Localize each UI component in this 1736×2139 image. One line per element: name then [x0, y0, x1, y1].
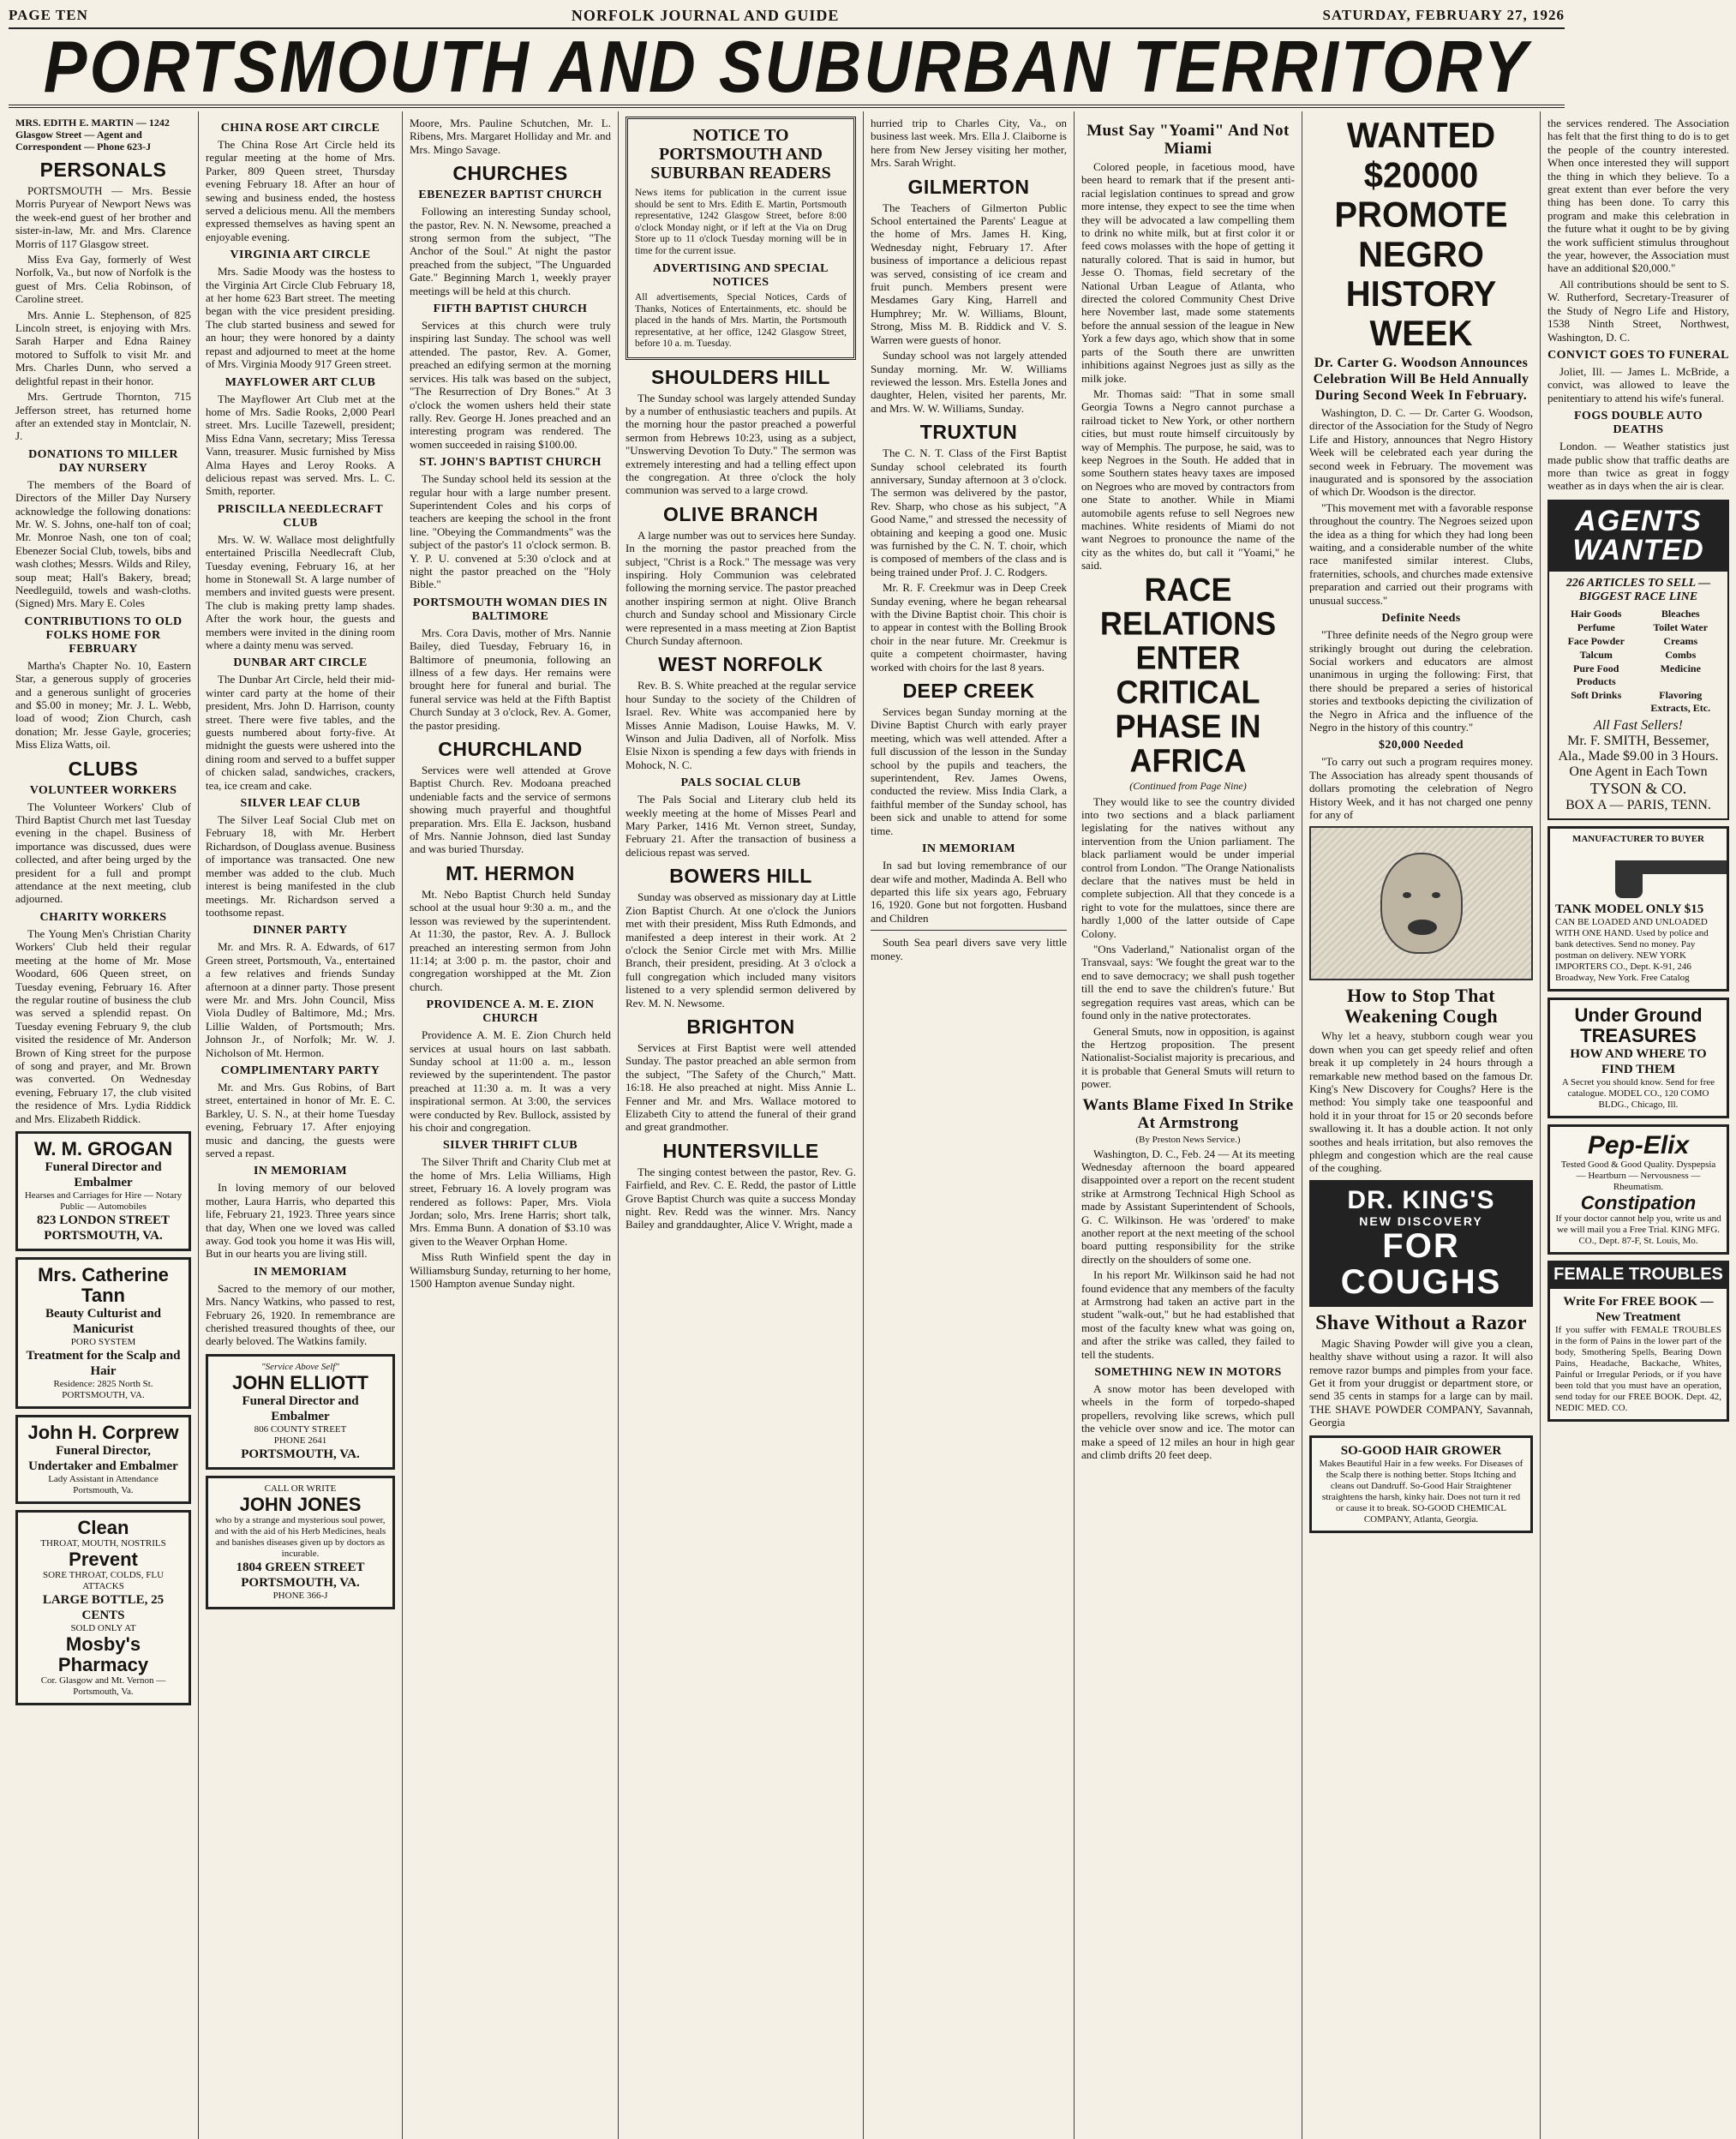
race-relations-text-2: "Ons Vaderland," Nationalist organ of the Transvaal, says: 'We fought the great war to the end to save democracy; we shall push together till the end to save the children's future.' But segregation requires vast areas, which can be found only in the native protectorates. [1081, 943, 1295, 1022]
st-johns-heading: ST. JOHN'S BAPTIST CHURCH [419, 456, 602, 470]
churchland-heading: CHURCHLAND [438, 738, 583, 761]
personal-item: Mrs. Gertrude Thornton, 715 Jefferson street, has returned home after an extended stay in Montclair, N. J. [15, 390, 191, 443]
volunteer-text: The Volunteer Workers' Club of Third Baptist Church met last Tuesday evening in the chapel. Business of importance was discussed, dues were collected, and after being urged by the president for a full and prompt attendance at the next meeting, club adjourned. [15, 800, 191, 906]
razor-heading: Shave Without a Razor [1315, 1311, 1527, 1334]
ad-elliott [206, 1354, 395, 1470]
carryover-text-2: All contributions should be sent to S. W. Rutherford, Secretary-Treasurer of the Study of Negro Life and History, 1538 Ninth Street, Northwest, Washington, D. C. [1547, 277, 1729, 344]
charity-text: The Young Men's Christian Charity Workers' Club held their regular meeting at the home of Mr. Mose Woodard, 606 Queen street, on Tuesday evening, February 16. After the regular routine of business the club was served a splendid repast. On Tuesday evening February 9, the club visited the residence of Mr. Anderson Brown of King street for the purpose of song and prayer, and Mr. Brown was converted. On Wednesday evening, February 17, the club visited the residence of Mrs. Lydia Riddick and Mrs. Elizabeth Riddick. [15, 926, 191, 1125]
issue-date: SATURDAY, FEBRUARY 27, 1926 [1322, 7, 1565, 23]
yoami-text-2: Mr. Thomas said: "That in some small Georgia Towns a Negro cannot purchase a railroad ticket to New York, or other northern cities, but must route himself circuitously by way of Memphis. The purpose, he said, was to keep Negroes in the South. He added that in some Southern states heavy taxes are imposed on Negroes who are moved by contractors from one State to another. While in Miami automobile agents refuse to sell Negroes new machines. White residents of Miami do not want Negroes to pronounce the name of the city as the whites do, but call it "Yoami," he said. [1081, 386, 1295, 572]
ad-mosby-d: SORE THROAT, COLDS, FLU ATTACKS [42, 1569, 165, 1591]
contributions-text: Martha's Chapter No. 10, Eastern Star, a generous supply of groceries and a generous sunlight of groceries and $5.00 in money; Mr. J. L. Webb, load of wood; Zion Church, cash donation; Mr. Jesse Gayle, groceries; Miss Eliza Watts, oil. [15, 658, 191, 752]
olive-branch-text: A large number was out to services here Sunday. In the morning the pastor preached from the subject, "Christ is a Rock." The message was very inspiring. Holy Communion was celebrated following the morning service. The pastor preached another inspiring sermon at night. Olive Branch church and Sunday school and Missionary Circle were represented in a mass meeting at Zion Baptist Church Sunday afternoon. [626, 528, 856, 647]
ad-jones-text: who by a strange and mysterious soul power, and with the aid of his Herb Medicines, heals and banishes diseases given up by doctors as incurable. [214, 1514, 386, 1559]
paper-name: NORFOLK JOURNAL AND GUIDE [571, 6, 840, 24]
gilmerton-text-2: Sunday school was not largely attended Sunday morning. Mr. W. Williams reviewed the lesson. Mrs. Estella Jones and daughter, Helen, visited her parents, Mr. and Mrs. W. W. Williams, Sunday. [871, 349, 1067, 415]
truxtun-text: The C. N. T. Class of the First Baptist Sunday school celebrated its fourth anniversary, Sunday afternoon at 3 o'clock. The sermon was delivered by the pastor, Rev. Sharp, who chose as his subject, "A Good Name," and stressed the necessity of obtaining and keeping a good one. Music was furnished by the C. N. T. choir, which is composed of members of the class and is being trained under Prof. J. C. Rodgers. [871, 446, 1067, 578]
gilmerton-heading: GILMERTON [907, 175, 1030, 198]
deep-creek-heading: DEEP CREEK [902, 680, 1035, 703]
woman-dies-heading: PORTSMOUTH WOMAN DIES IN BALTIMORE [412, 596, 608, 623]
treasure-ad [1547, 998, 1729, 1118]
dr-kings-a: DR. KING'S [1347, 1185, 1495, 1214]
memoriam-heading: IN MEMORIAM [922, 842, 1015, 856]
pep-elix-heading: Pep-Elix [1587, 1130, 1690, 1159]
treasure-text: A Secret you should know. Send for free catalogue. MODEL CO., 120 COMO BLDG., Chicago, Ill. [1561, 1076, 1715, 1110]
mayflower-heading: MAYFLOWER ART CLUB [224, 375, 376, 389]
agents-item: Combs [1665, 648, 1697, 661]
truxtun-text-2: Mr. R. F. Creekmur was in Deep Creek Sunday evening, where he began rehearsal with the Divine Baptist choir. This choir is to appear in contest with the Bolling Brook choir in the near future. Mr. Creekmur is quite a competent choirmaster, having worked with choirs for the last 8 years. [871, 581, 1067, 674]
tail-text: Miss Ruth Winfield spent the day in Williamsburg Sunday, returning to her home, 1500 Hampton avenue Sunday night. [410, 1250, 611, 1291]
agents-items [1554, 608, 1722, 715]
ad-tann-name: Mrs. Catherine Tann [38, 1263, 169, 1306]
ad-elliott-title: Funeral Director and Embalmer [242, 1393, 359, 1423]
dr-kings-b: NEW DISCOVERY [1359, 1213, 1483, 1228]
gun-text: CAN BE LOADED AND UNLOADED WITH ONE HAND. Used by police and bank detectives. Send no money. Pay postman on delivery. NEW YORK IMPORTERS CO., Dept. K-91, 246 Broadway, New York. Free Catalog [1555, 916, 1709, 983]
agents-item: Creams [1663, 634, 1698, 647]
hair-grower-text: Makes Beautiful Hair in a few weeks. For Diseases of the Scalp there is nothing better. Stops Itching and cleans out Dandruff. So-Good Hair Straightener straightens the harsh, kinky hair. Does not turn it red or cause it to break. SO-GOOD CHEMICAL COMPANY, Atlanta, Georgia. [1319, 1458, 1523, 1525]
agents-item: Face Powder [1567, 634, 1625, 647]
section-masthead [9, 26, 1565, 108]
ad-corprew-city: Portsmouth, Va. [73, 1484, 134, 1495]
ad-corprew-name: John H. Corprew [27, 1421, 179, 1443]
convict-heading: CONVICT GOES TO FUNERAL [1547, 348, 1729, 362]
female-troubles-heading: FEMALE TROUBLES [1547, 1261, 1729, 1289]
history-week-text: Washington, D. C. — Dr. Carter G. Woodson, director of the Association for the Study of Negro Life and History, announces that Negro History Week will be celebrated each year during the second week in February. The movement was inaugurated and is sponsored by the association of which Dr. Woodson is the director. [1309, 406, 1533, 499]
armstrong-heading: Wants Blame Fixed In Strike At Armstrong [1082, 1095, 1294, 1132]
ad-tann-city: PORTSMOUTH, VA. [62, 1389, 145, 1400]
dr-kings-c: FOR COUGHS [1340, 1226, 1502, 1301]
ad-mosby-c: Prevent [69, 1548, 138, 1570]
agents-item: Perfume [1577, 620, 1615, 633]
ad-tann [15, 1257, 191, 1409]
agents-item: Medicine [1660, 662, 1701, 674]
ad-corprew-title: Funeral Director, Undertaker and Embalmer [28, 1443, 178, 1473]
brighton-heading: BRIGHTON [686, 1015, 795, 1038]
money-text: "To carry out such a program requires money. The Association has already spent thousands of dollars promoting the celebration of Negro History Week, and it has not charged one penny for any of [1309, 755, 1533, 821]
ad-corprew-line: Lady Assistant in Attendance [48, 1473, 159, 1484]
ad-grogan-name: W. M. GROGAN [33, 1137, 173, 1159]
revolver-icon [1555, 848, 1721, 898]
personal-item: PORTSMOUTH — Mrs. Bessie Morris Puryear of Newport News was the week-end guest of her brother and sister-in-law, Mr. and Mrs. Clarence Morris of 117 Glasgow street. [15, 184, 191, 250]
column-8 [1541, 111, 1736, 2139]
priscilla-text: Mrs. W. W. Wallace most delightfully entertained Priscilla Needlecraft Club, Tuesday evening, February 16, at her home in Stonewall St. A large number of members and invited guests were present. The club is making pretty lamp shades. After the work hour, the guests and members were invited in the dining room where a dainty menu was served. [206, 532, 395, 651]
history-week-subhead: Dr. Carter G. Woodson Announces Celebration Will Be Held Annually During Second Week In February. [1313, 356, 1529, 403]
agents-item: Talcum [1579, 648, 1613, 661]
pep-elix-text: Tested Good & Good Quality. Dyspepsia — Heartburn — Nervousness — Rheumatism. [1560, 1159, 1716, 1192]
ad-elliott-city: PORTSMOUTH, VA. [241, 1447, 360, 1461]
donations-heading: DONATIONS TO MILLER DAY NURSERY [28, 447, 178, 475]
treasure-heading: Under Ground TREASURES [1574, 1004, 1703, 1046]
ebenezer-heading: EBENEZER BAPTIST CHURCH [418, 189, 602, 202]
memoriam-text: In loving memory of our beloved mother, Laura Harris, who departed this life, February 21, 1923. Three years since that day, When one we loved was called away. God took you home it was His will, But in our hearts you are living still. [206, 1181, 395, 1261]
ad-grogan-line: Hearses and Carriages for Hire — Notary Public — Automobiles [24, 1189, 183, 1212]
ad-jones-addr: 1804 GREEN STREET [236, 1560, 365, 1574]
agents-item: Bleaches [1661, 607, 1700, 620]
gilmerton-text: The Teachers of Gilmerton Public School entertained the Parents' League at the home of Mrs. James H. King, Wednesday night, February 17. After business of importance a delicious repast was served, consisting of ice cream and fruit punch. Members present were Mesdames Gary King, Harrell and Humphrey; Mr. W. Williams, Blount, Strong, Miss M. B. Riddick and V. S. Warren were guests of honor. [871, 201, 1067, 346]
ad-jones-city: PORTSMOUTH, VA. [241, 1575, 360, 1590]
cough-ad-illustration [1309, 826, 1533, 980]
column-1 [9, 111, 199, 2139]
ad-corprew [15, 1415, 191, 1504]
race-relations-text: They would like to see the country divided into two sections and a black parliament legislating for the natives without any intervention from the Union parliament. The black parliament would be under imperial control from London. "The Orange Nationalists declare that the natives must be held in complete subjection. All that they concede is a right to vote for the mulattoes, since there are hardly 1,000 of the latter outside of Cape Colony. [1081, 794, 1295, 940]
treasure-sub: HOW AND WHERE TO FIND THEM [1570, 1046, 1707, 1076]
ad-tann-title: Beauty Culturist and Manicurist [45, 1306, 162, 1336]
pep-elix-ad [1547, 1124, 1729, 1255]
west-norfolk-text: Rev. B. S. White preached at the regular service hour Sunday to the society of the Children of Israel. Rev. White was accompanied here by Misses Annie Madison, Louise Hawks, M. V. Winson and Julia Dadiven, all of Norfolk. Miss Elsie Nixon is spending a few days with friends in Mohock, N. C. [626, 679, 856, 771]
notice-box [626, 117, 856, 360]
agents-sub: 226 ARTICLES TO SELL — BIGGEST RACE LINE [1565, 576, 1711, 603]
motors-heading: SOMETHING NEW IN MOTORS [1094, 1366, 1282, 1380]
divider [871, 930, 1067, 931]
volunteer-heading: VOLUNTEER WORKERS [29, 783, 177, 797]
history-week-heading: WANTED $20000 PROMOTE NEGRO HISTORY WEEK [1334, 116, 1508, 354]
hair-grower-ad [1309, 1435, 1533, 1533]
fifth-baptist-heading: FIFTH BAPTIST CHURCH [433, 303, 588, 316]
memoriam-text: In sad but loving remembrance of our dear wife and mother, Madinda A. Bell who departed this life six years ago, February 16, 1920. Gone but not forgotten. Husband and Children [871, 859, 1067, 925]
dinner-heading: DINNER PARTY [253, 924, 348, 938]
hair-grower-heading: SO-GOOD HAIR GROWER [1340, 1443, 1502, 1458]
virginia-text: Mrs. Sadie Moody was the hostess to the Virginia Art Circle Club February 18, at her home 623 Bart street. The meeting began with the vice president presiding. The club started business and sewed for an hour; they were honored by a dainty repast and adjourned to meet at the home of Mrs. Virginia Moody 917 Green street. [206, 265, 395, 371]
column-5 [864, 111, 1075, 2139]
ad-jones-top: CALL OR WRITE [264, 1483, 337, 1494]
race-relations-heading: RACE RELATIONS ENTER CRITICAL PHASE IN AFRICA [1099, 570, 1277, 779]
money-heading: $20,000 Needed [1379, 739, 1464, 752]
woman-dies-text: Mrs. Cora Davis, mother of Mrs. Nannie Bailey, died Tuesday, February 16, in Baltimore of pneumonia, following an illness of a few days. Her remains were brought here for funeral and burial. The funeral service was held at the Fifth Baptist Church Sunday at 3 o'clock, Rev. A. Gomer, the pastor presiding. [410, 626, 611, 732]
correspondent-byline: MRS. EDITH E. MARTIN — 1242 Glasgow Street — Agent and Correspondent — Phone 623-J [15, 117, 170, 153]
column-2 [199, 111, 403, 2139]
ad-mosby-e: LARGE BOTTLE, 25 CENTS [42, 1592, 165, 1622]
ad-mosby-b: THROAT, MOUTH, NOSTRILS [40, 1537, 166, 1549]
continued-note: (Continued from Page Nine) [1129, 779, 1247, 792]
ebenezer-text: Following an interesting Sunday school, the pastor, Rev. N. N. Newsome, preached a strong sermon from the subject, "The Anchor of the Soul." At night the pastor preached from the subject, "The Unguarded Gate." Beginning March 1, weekly prayer meetings will be held at this church. [410, 205, 611, 297]
churches-heading: CHURCHES [452, 162, 568, 185]
brighton-text: Services at First Baptist were well attended Sunday. The pastor preached an able sermon from the subject, "The Safety of the Church," Matt. 16:18. He also preached at night. Miss Annie L. Fenner and Mr. and Mrs. Wallace motored to Elizabeth City to attend the funeral of their grand and great grandmother. [626, 1040, 856, 1134]
ad-elliott-phone: PHONE 2641 [273, 1435, 327, 1446]
churchland-text: Services were well attended at Grove Baptist Church. Rev. Modoana preached undeniable facts and the service of sermons showing much prayerful and thoughtful preparation. Mrs. Ella E. Jackson, husband of Mrs. Nannie Johnson, died last Sunday and was buried Thursday. [410, 764, 611, 856]
dunbar-heading: DUNBAR ART CIRCLE [233, 656, 368, 670]
armstrong-text: Washington, D. C., Feb. 24 — At its meeting Wednesday afternoon the board appeared disappointed over a report on the recent student strike at Armstrong Technical High School as made by Assistant Superintendent of Schools, G. C. Wilkinson. He was 'ordered' to make another report at the next meeting of the school board putting responsibility for the strike directly on the shoulders of some one. [1081, 1147, 1295, 1266]
carryover-text: the services rendered. The Association has felt that the first thing to do is to get the people of the country interested. When once interested they will support the thing in which they believe. To a great extent than ever before the very thing has been done. To carry this program and make this celebration in the future what it ought to be by giving the work sufficient stimulus throughout the year, however, the Association must have an additional $20,000." [1547, 117, 1729, 275]
donations-text: The members of the Board of Directors of the Miller Day Nursery acknowledge the following donations: Mr. W. S. Johns, one-half ton of coal; Mr. Monroe Nash, one ton of coal; Ebenezer Social Club, towels, bibs and wash clothes; Messrs. Wilds and Riley, soup meat; Hall's Bakery, bread; Needleguild, towels and wash-cloths. (Signed) Mrs. Mary E. Coles [15, 477, 191, 610]
ad-elliott-name: JOHN ELLIOTT [232, 1371, 368, 1393]
priscilla-heading: PRISCILLA NEEDLECRAFT CLUB [217, 502, 384, 530]
ad-tann-line: Treatment for the Scalp and Hair [26, 1348, 181, 1378]
ad-grogan-title: Funeral Director and Embalmer [45, 1159, 162, 1189]
shoulders-hill-heading: SHOULDERS HILL [651, 365, 830, 388]
dr-kings-ad [1309, 1180, 1533, 1307]
armstrong-text-2: In his report Mr. Wilkinson said he had not found evidence that any members of the faculty at Armstrong had taken an active part in the student "walk-out," but he had established that most of the faculty knew what was going on, and after the strike was called, they failed to tell the students. [1081, 1268, 1295, 1361]
ad-mosby-h: Cor. Glasgow and Mt. Vernon — Portsmouth, Va. [40, 1675, 166, 1697]
providence-text: Providence A. M. E. Zion Church held services at usual hours on last sabbath. Sunday school at 11:00 a. m., lesson reviewed by the superintendent. The pastor preached at 11:30 a. m. It was a very inspirational sermon. At 3:00, the services were conducted by Rev. Bullock, assisted by his choir and congregation. [410, 1028, 611, 1134]
agents-line: Mr. F. SMITH, Bessemer, Ala., Made $9.00 in 3 Hours. One Agent in Each Town [1558, 733, 1719, 779]
huntersville-heading: HUNTERSVILLE [662, 1139, 819, 1162]
carryover-text: Moore, Mrs. Pauline Schutchen, Mr. L. Ribens, Mrs. Margaret Holliday and Mr. and Mrs. Mingo Savage. [410, 117, 611, 156]
st-johns-text: The Sunday school held its session at the regular hour with a large number present. Superintendent Coles and his corps of teachers are keeping the school in the front line. "Obeying the Commandments" was the subject of the pastor's 11 o'clock sermon. B. Y. P. U. convened at 5:30 o'clock and at night the pastor preached on the "Holy Bible." [410, 472, 611, 591]
needs-heading: Definite Needs [1381, 612, 1461, 626]
column-7 [1302, 111, 1541, 2139]
ad-tann-system: PORO SYSTEM [70, 1336, 136, 1347]
notice-heading: NOTICE TO PORTSMOUTH AND SUBURBAN READERS [650, 126, 831, 183]
fogs-text: London. — Weather statistics just made public show that traffic deaths are more than twice as great in foggy weather as in days when the air is clear. [1547, 440, 1729, 493]
section-title: PORTSMOUTH AND SUBURBAN TERRITORY [43, 26, 1530, 108]
ad-jones-name: JOHN JONES [239, 1493, 362, 1515]
truxtun-heading: TRUXTUN [919, 421, 1018, 444]
silver-thrift-text: The Silver Thrift and Charity Club met at the home of Mrs. Lelia Williams, High street, February 16. A lovely program was rendered as follows: Paper, Mrs. Viola Jordan; solo, Mrs. Irene Harris; short talk, Mrs. Emma Bunn. A donation of $3.10 was given to the Weaver Orphan Home. [410, 1155, 611, 1248]
notice-text: News items for publication in the current issue should be sent to Mrs. Edith E. Martin, Portsmouth representative, 1242 Glasgow Street, before 8:00 o'clock Monday night, or if left at the Via on Drug Store up to 11 o'clock Tuesday morning will be in time for the current issue. [635, 188, 847, 256]
personal-item: Mrs. Annie L. Stephenson, of 825 Lincoln street, is enjoying with Mrs. Sarah Harper and Edna Rainey motored to Suffolk to visit Mr. and Mrs. Charles Dunn, who served a delightful repast in their honor. [15, 308, 191, 387]
razor-text: Magic Shaving Powder will give you a clean, healthy shave without using a razor. It will also remove razor bumps and pimples from your face. Get it from your druggist or department store, or send 35 cents in stamps for a large can by mail. THE SHAVE POWDER COMPANY, Savannah, Georgia [1309, 1336, 1533, 1429]
shoulders-hill-text: The Sunday school was largely attended Sunday by a number of enthusiastic teachers and pupils. At the morning hour the pastor preached a powerful sermon from Hebrews 10:23, using as a subject, "Unswerving Devotion To Duty." The sermon was extremely interesting and had a telling effect upon the congregation. At three o'clock the holy communion was served to a large crowd. [626, 391, 856, 497]
agents-ad [1547, 572, 1729, 820]
ad-grogan [15, 1131, 191, 1251]
motors-text: A snow motor has been developed with wheels in the form of torpedo-shaped propellers, revolving like screws, which pull the vehicle over snow and ice. The motor can make a speed of 12 miles an hour in high gear and climb drifts 20 feet deep. [1081, 1382, 1295, 1462]
convict-text: Joliet, Ill. — James L. McBride, a convict, was allowed to leave the penitentiary to attend his wife's funeral. [1547, 364, 1729, 404]
man-coughing-icon [1380, 853, 1463, 954]
ad-mosby-a: Clean [77, 1516, 129, 1538]
silver-heading: SILVER LEAF CLUB [240, 797, 361, 811]
column-3 [403, 111, 619, 2139]
providence-heading: PROVIDENCE A. M. E. ZION CHURCH [426, 998, 595, 1026]
ad-grogan-city: PORTSMOUTH, VA. [44, 1228, 163, 1243]
china-heading: CHINA ROSE ART CIRCLE [220, 122, 380, 135]
agents-wanted-banner: AGENTS WANTED [1547, 500, 1729, 572]
fogs-heading: FOGS DOUBLE AUTO DEATHS [1573, 410, 1703, 437]
yoami-heading: Must Say "Yoami" And Not Miami [1086, 122, 1290, 158]
gun-ad [1547, 826, 1729, 992]
ad-tann-addr: Residence: 2825 North St. [53, 1378, 153, 1389]
agents-item: Pure Food Products [1573, 662, 1619, 687]
ad-jones-phone: PHONE 366-J [272, 1590, 328, 1601]
race-relations-text-3: General Smuts, now in opposition, is against the Hertzog proposition. The present Nationalist-Socialist majority is precarious, and it is probable that General Smuts will return to power. [1081, 1024, 1295, 1091]
huntersville-text: The singing contest between the pastor, Rev. G. Fairfield, and Rev. C. E. Redd, the pastor of Little Grove Baptist Church was quite a success Monday night. Rev. Redd was the winner. Mrs. Nancy Bailey and granddaughter, Alice V. Wright, made a [626, 1165, 856, 1231]
silver-thrift-heading: SILVER THRIFT CLUB [442, 1139, 578, 1153]
yoami-text: Colored people, in facetious mood, have been heard to remark that if the present anti-racial legislation continues to spread and grow more intense, they expect to see the time when they will be advocated a law compelling them to drink no white milk, but at first color it or feed cows molasses with the hope of getting it naturally colored. That is said in humor, but Jesse O. Thomas, field secretary of the National Urban League of Atlanta, who directed the colored Community Chest Drive here November last, made some statements before the annual session of the league in New York a few days ago, which show that in some parts of the South there are unwritten inhibitions against Negroes just as silly as the milk joke. [1081, 160, 1295, 385]
agents-item: Soft Drinks [1571, 688, 1622, 701]
agents-company: TYSON & CO. [1589, 779, 1687, 797]
west-norfolk-heading: WEST NORFOLK [658, 653, 823, 676]
complimentary-text: Mr. and Mrs. Gus Robins, of Bart street, entertained in honor of Mr. E. C. Barkley, U. S. N., at their home Tuesday evening, February 17. After enjoying music and dancing, the guests were served a repast. [206, 1080, 395, 1159]
ad-elliott-addr: 806 COUNTY STREET [254, 1423, 347, 1435]
bowers-hill-heading: BOWERS HILL [669, 865, 812, 888]
cough-heading: How to Stop That Weakening Cough [1344, 985, 1498, 1028]
ad-grogan-addr: 823 LONDON STREET [36, 1213, 171, 1227]
ad-mosby-g: Mosby's Pharmacy [57, 1633, 149, 1675]
female-troubles-sub: Write For FREE BOOK — New Treatment [1563, 1294, 1714, 1324]
personal-item: Miss Eva Gay, formerly of West Norfolk, Va., but now of Norfolk is the guest of Mrs. Celia Robinson, of Caroline street. [15, 253, 191, 306]
armstrong-byline: (By Preston News Service.) [1135, 1134, 1241, 1145]
memoriam-heading: IN MEMORIAM [254, 1265, 347, 1279]
olive-branch-heading: OLIVE BRANCH [662, 502, 819, 525]
pals-text: The Pals Social and Literary club held its weekly meeting at the home of Misses Pearl and Mary Parker, 1416 Mt. Vernon street, Sunday, February 21. After the transaction of business a delicious repast was served. [626, 793, 856, 859]
charity-heading: CHARITY WORKERS [39, 910, 167, 924]
filler-text: South Sea pearl divers save very little money. [871, 936, 1067, 962]
deep-creek-text: Services began Sunday morning at the Divine Baptist Church with early prayer meeting, which was well attended. After a full discussion of the lesson in the Sunday school by the pupils and teachers, the superintendent, Rev. James Owens, conducted the review. Miss India Clark, a faithful member of the Sunday school, has been sick and unable to attend for some time. [871, 705, 1067, 837]
columns [9, 111, 1729, 2139]
notice-heading-2: ADVERTISING AND SPECIAL NOTICES [653, 262, 829, 289]
personals-heading: PERSONALS [39, 159, 167, 181]
column-6 [1075, 111, 1302, 2139]
column-4 [619, 111, 864, 2139]
fifth-baptist-text: Services at this church were truly inspiring last Sunday. The school was well attended. The pastor, Rev. A. Gomer, preached an edifying sermon at the morning services. His talk was based on the subject, "The Resurrection of Dry Bones." At 3 o'clock the women ushers held their state rally. Rev. George H. Jones preached and an interesting program was rendered. The women succeeded in raising $100.00. [410, 319, 611, 451]
agents-tag: All Fast Sellers! [1594, 717, 1683, 733]
china-text: The China Rose Art Circle held its regular meeting at the home of Mrs. Parker, 809 Queen street, Thursday evening February 18. After an hour of sewing and business ended, the hostess served a delicious menu. All the members expressed themselves as having spent an enjoyable evening. [206, 138, 395, 243]
ad-elliott-slogan: "Service Above Self" [261, 1361, 339, 1372]
agents-item: Flavoring Extracts, Etc. [1650, 688, 1711, 714]
agents-address: BOX A — PARIS, TENN. [1565, 797, 1711, 812]
female-troubles-text: If you suffer with FEMALE TROUBLES in the form of Pains in the lower part of the body, Smothering Spells, Bearing Down Pains, Headache, Backache, Whites, Painful or Irregular Periods, or if you have been told that you must have an operation, send today for our FREE BOOK. Dept. 42, NEDIC MED. CO. [1555, 1324, 1721, 1413]
notice-text-2: All advertisements, Special Notices, Cards of Thanks, Notices of Entertainments, etc. should be placed in the hands of Mrs. Martin, the Portsmouth representative, at her office, 1242 Glasgow Street, before 10 a. m. Tuesday. [635, 292, 847, 349]
needs-text: "Three definite needs of the Negro group were strikingly brought out during the celebration. Social workers and educators are almost unanimous in urging the following: First, that there should be prepared a series of historical stories and textbooks depicting the civilization of the Negro in Africa and the influence of the Negro in the history of this country." [1309, 628, 1533, 734]
virginia-heading: VIRGINIA ART CIRCLE [230, 249, 371, 262]
agents-item: Toilet Water [1653, 620, 1709, 633]
complimentary-heading: COMPLIMENTARY PARTY [220, 1064, 380, 1077]
page-number: PAGE TEN [9, 7, 88, 23]
dinner-text: Mr. and Mrs. R. A. Edwards, of 617 Green street, Portsmouth, Va., entertained a few relatives and friends Sunday afternoon at a dinner party. Those present were Mr. and Mrs. John Council, Miss Viola Dudley of Baltimore, Md.; Mrs. Lillie Walden, of Portsmouth; Mrs. Johnson Jr., of Norfolk; Mr. W. J. Nicholson of Mt. Hermon. [206, 940, 395, 1059]
history-week-text-2: "This movement met with a favorable response throughout the country. The Negroes seized upon the idea as a thing for which they had long been waiting, and a considerable number of the white race manifested similar interest. Clubs, fraternities, schools, and churches made extensive preparation and carried out their programs with unusual success." [1309, 500, 1533, 607]
agents-item: Hair Goods [1571, 607, 1622, 620]
memoriam-text: Sacred to the memory of our mother, Mrs. Nancy Watkins, who passed to rest, February 26, 1920. In remembrance are cherished treasured thoughts of thee, our dearly beloved. The Watkins family. [206, 1281, 395, 1348]
carryover-text: hurried trip to Charles City, Va., on business last week. Mrs. Ella J. Claiborne is here from New Jersey visiting her mother, Mrs. Sarah Wright. [871, 117, 1067, 170]
ad-mosby [15, 1510, 191, 1705]
dunbar-text: The Dunbar Art Circle, held their mid-winter card party at the home of their president, Mrs. John D. Harrison, county street. There were five tables, and the guests numbered about forty-five. At midnight the guests were ushered into the dining room and served to a buffet supper of chicken salad, sandwiches, crackers, tea, ice cream and cake. [206, 673, 395, 792]
constipation-text: If your doctor cannot help you, write us and we will mail you a Free Trial. KING MFG. CO., Dept. 87-F, St. Louis, Mo. [1555, 1213, 1721, 1246]
memoriam-heading: IN MEMORIAM [254, 1165, 347, 1178]
female-troubles-ad [1547, 1289, 1729, 1422]
mayflower-text: The Mayflower Art Club met at the home of Mrs. Sadie Rooks, 2,000 Pearl street. Mrs. Lucille Tazewell, president; Miss Edna Vann, secretary; Miss Teressa Vann, treasurer. Music furnished by Miss Alma Hayes and Leroy Rooks. A delicious repast was served. Mrs. L. C. Smith, reporter. [206, 392, 395, 498]
contributions-heading: CONTRIBUTIONS TO OLD FOLKS HOME FOR FEBRUARY [24, 614, 183, 656]
gun-heading: MANUFACTURER TO BUYER [1571, 833, 1704, 844]
ad-jones [206, 1476, 395, 1609]
cough-text: Why let a heavy, stubborn cough wear you down when you can get speedy relief and often break it up completely in 24 hours through a remarkable new method based on the famous Dr. King's New Discovery for Coughs? Here is the method: You simply take one teaspoonful and hold it in your throat for 15 or 20 seconds before swallowing it. It has a double action. It not only soothes and heals irritation, but also removes the phlegm and congestion which are the real cause of the coughing. [1309, 1029, 1533, 1175]
clubs-heading: CLUBS [68, 757, 139, 780]
pals-heading: PALS SOCIAL CLUB [680, 776, 801, 790]
mt-hermon-text: Mt. Nebo Baptist Church held Sunday school at the usual hour 9:30 a. m., and the lesson was reviewed by the superintendent. At 11:30, the pastor, Rev. A. J. Bullock preached an interesting sermon from John 11:14; at 3:00 p. m. the pastor, choir and congregation worshipped at the Mt. Zion church. [410, 887, 611, 993]
gun-model: TANK MODEL ONLY $15 [1555, 902, 1704, 916]
ad-mosby-f: SOLD ONLY AT [70, 1622, 136, 1633]
bowers-hill-text: Sunday was observed as missionary day at Little Zion Baptist Church. At one o'clock the Juniors met with their president, Miss Ruth Edmonds, and manifested a deep interest in their work. At 2 o'clock the Senior Circle met with Mrs. Millie Branch, their president, presiding. At 3 o'clock a full congregation which included many visitors listened to a very splendid sermon delivered by Rev. M. N. Newsome. [626, 890, 856, 1010]
silver-text: The Silver Leaf Social Club met on February 18, with Mr. Herbert Richardson, of Douglass avenue. Business of importance was transacted. One new member was added to the club. Much interest is being manifested in the club meetings. Mr. Richardson served a toothsome repast. [206, 813, 395, 919]
mt-hermon-heading: MT. HERMON [446, 861, 575, 884]
constipation-heading: Constipation [1580, 1191, 1697, 1213]
